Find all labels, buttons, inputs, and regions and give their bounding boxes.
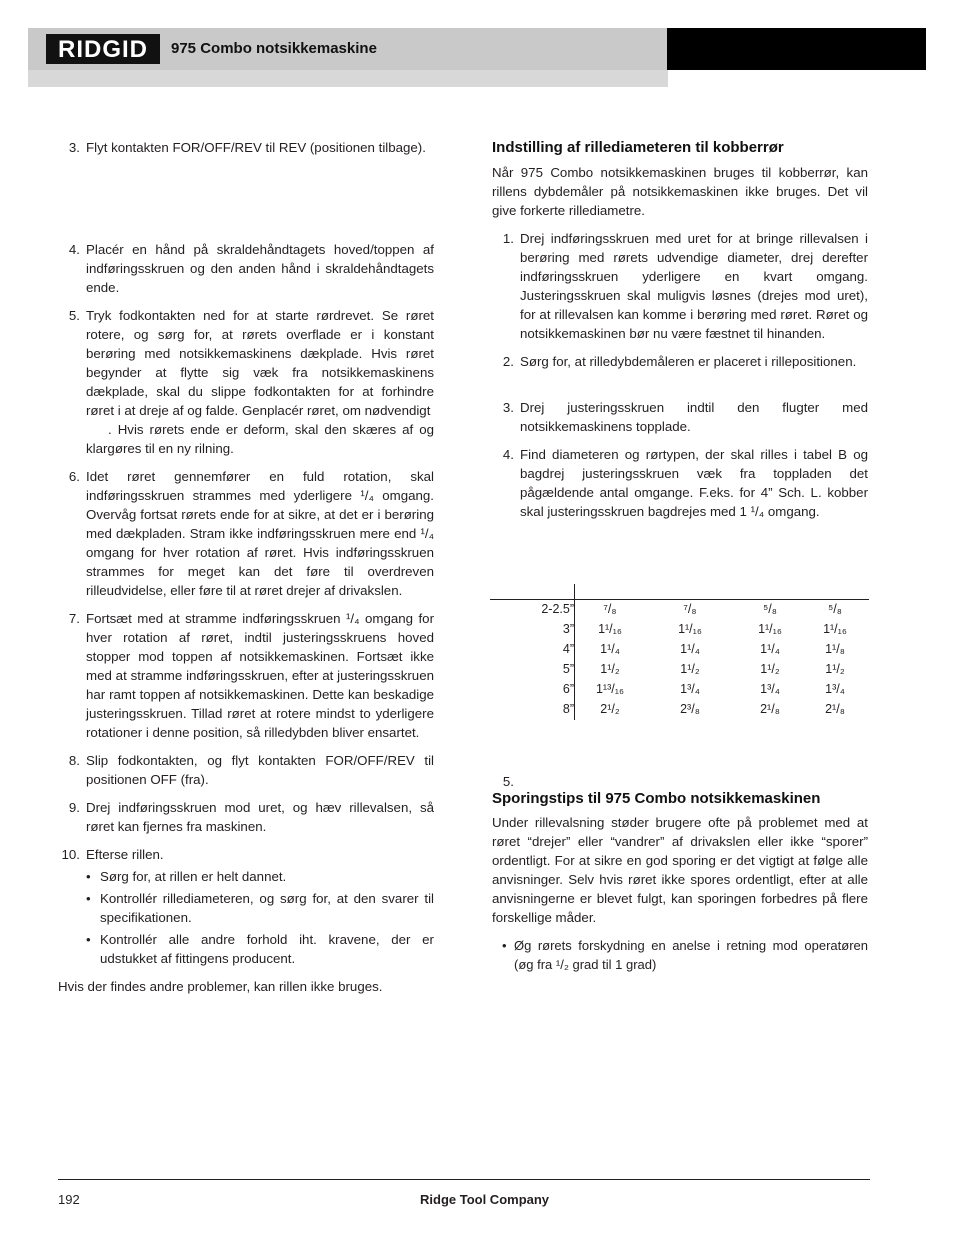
step-num: 5.: [68, 308, 80, 323]
footer-rule: [58, 1179, 870, 1180]
table-cell: 1¹/₁₆: [678, 622, 702, 636]
list-item: • Øg rørets forskydning en anelse i retning mod operatøren (øg fra ¹/₂ grad til 1 grad): [502, 938, 868, 972]
step-4: [58, 240, 434, 297]
bullet-text: Kontrollér rillediameteren, og sørg for, at den svarer til specifikationen.: [100, 891, 434, 925]
table-row: [490, 702, 869, 722]
bullet-text: Øg rørets forskydning en anelse i retning mod operatøren (øg fra ¹/₂ grad til 1 grad): [514, 938, 868, 972]
step-num: 9.: [68, 800, 80, 815]
right-column: [492, 138, 868, 530]
logo-text: RIDGID: [58, 36, 148, 63]
table-row: [490, 662, 869, 682]
table-cell: 1³/₄: [760, 682, 780, 696]
bullet-text: Sørg for, at rillen er helt dannet.: [100, 869, 287, 884]
step-text: Placér en hånd på skraldehåndtagets hoved/toppen af indføringsskruen og den anden hånd i skraldehåndtagets ende.: [86, 242, 434, 295]
step-num: 3.: [502, 400, 514, 415]
table-cell: 1¹³/₁₆: [595, 682, 624, 696]
header-shadow: [28, 70, 668, 87]
table-cell: 1¹/₄: [600, 642, 620, 656]
table-cell: 1¹/₄: [680, 642, 700, 656]
step-text: Flyt kontakten FOR/OFF/REV til REV (positionen tilbage).: [86, 140, 426, 155]
step-num: 2.: [502, 354, 514, 369]
table-cell: 1¹/₁₆: [758, 622, 782, 636]
table-row: [490, 602, 869, 622]
table-divider-horizontal: [490, 599, 869, 600]
ridgid-logo: [46, 34, 160, 64]
table-cell: ⁵/₈: [828, 602, 842, 616]
step-7: [58, 609, 434, 742]
table-cell: 2¹/₂: [600, 702, 620, 716]
table-cell: ⁵/₈: [763, 602, 777, 616]
step-text: Efterse rillen.: [86, 847, 164, 862]
spacer: [492, 380, 868, 398]
table-cell: 1¹/₁₆: [598, 622, 622, 636]
spacer: [58, 166, 434, 240]
step-num: 8.: [68, 753, 80, 768]
step-5: [58, 306, 434, 420]
section-heading-copper: Indstilling af rillediameteren til kobberrør: [492, 139, 784, 156]
tracking-text: Under rillevalsning støder brugere ofte på problemet med at røret “drejer” eller “vandrer” af drivakslen eller ikke “sporer” ordentligt. For at sikre en god sporing er det vigtigt at følge alle anvisninger. Selv hvis røret ikke spores ordentligt, efter at alle anvisningerne er blevet fulgt, kan sporingen forbedres på flere forskellige måder.: [492, 815, 868, 925]
table-cell: 1¹/₂: [825, 662, 845, 676]
step-text: Drej indføringsskruen mod uret, og hæv rillevalsen, så røret kan fjernes fra maskinen.: [86, 800, 434, 834]
header-black-block: [667, 28, 926, 70]
table-row: [490, 622, 869, 642]
section-heading-tracking: Sporingstips til 975 Combo notsikkemaskinen: [492, 790, 821, 807]
list-item: • Kontrollér rillediameteren, og sørg for, at den svarer til specifikationen.: [86, 891, 434, 925]
table-cell: 1¹/₁₆: [823, 622, 847, 636]
table-cell: 1³/₄: [680, 682, 700, 696]
step-5-note: [58, 420, 434, 458]
step-10: [58, 845, 434, 864]
note-text: . Hvis rørets ende er deform, skal den skæres af og klargøres til en ny rilning.: [86, 422, 434, 456]
page-number: 192: [58, 1192, 80, 1207]
step-num: 5.: [502, 774, 514, 789]
step-6: [58, 467, 434, 600]
table-cell: ⁷/₈: [683, 602, 697, 616]
step-text: Idet røret gennemfører en fuld rotation, skal indføringsskruen strammes med yderligere ¹/₄ omgang. Overvåg fortsat rørets ende for at sikre, at det er i berøring med dækpladen. Stram ikke indføringsskruen mere end ¹/₄ omgang for hver rotation af røret. Hvis indføringsskruen strammes for meget kan det føre til overdreven rilleudvidelse, eller føre til at røret drejer af drivakslen.: [86, 469, 434, 598]
table-cell: ⁷/₈: [603, 602, 617, 616]
step-num: 10.: [61, 847, 80, 862]
table-cell: 2-2.5”: [541, 602, 574, 616]
copper-step-2: [492, 352, 868, 371]
step-text: Fortsæt med at stramme indføringsskruen ¹/₄ omgang for hver rotation af røret, indtil justeringsskruens hoved stopper mod toppen af notsikkemaskinen. Fortsæt ikke med at stramme indføringsskruen, efter at justeringsskruen har ramt toppen af notsikkemaskinen. Dette kan beskadige justeringsskruen. Tillad røret at rotere mindst to yderligere rotationer i denne position, så rilledybden bliver ensartet.: [86, 611, 434, 740]
copper-step-3: [492, 398, 868, 436]
step-num: 4.: [502, 447, 514, 462]
step-text: Find diameteren og rørtypen, der skal rilles i tabel B og bagdrej justeringsskruen væk fra toppladen det pågældende antal omgange. F.eks. for 4” Sch. L. kobber skal justeringsskruen bagdrejes med 1 ¹/₄ omgang.: [520, 447, 868, 519]
list-item: • Sørg for, at rillen er helt dannet.: [86, 869, 287, 884]
table-cell: 1¹/₄: [760, 642, 780, 656]
step-3: [58, 138, 434, 157]
step-num: 7.: [68, 611, 80, 626]
list-item: • Kontrollér alle andre forhold iht. kravene, der er udstukket af fittingens producent.: [86, 932, 434, 966]
step-num: 3.: [68, 140, 80, 155]
table-row: [490, 682, 869, 702]
table-cell: 1¹/₂: [600, 662, 620, 676]
table-cell: 1¹/₂: [680, 662, 700, 676]
table-cell: 2³/₈: [680, 702, 700, 716]
table-cell: 1³/₄: [825, 682, 845, 696]
step-8: [58, 751, 434, 789]
table-cell: 3”: [562, 622, 574, 636]
step-num: 1.: [502, 231, 514, 246]
step-9: [58, 798, 434, 836]
intro-text: Når 975 Combo notsikkemaskinen bruges til kobberrør, kan rillens dybdemåler på notsikkemaskinen ikke bruges. Det vil give forkerte rillediametre.: [492, 165, 868, 218]
table-cell: 1¹/₂: [760, 662, 780, 676]
footer-company: Ridge Tool Company: [420, 1192, 550, 1207]
table-cell: 1¹/₈: [825, 642, 845, 656]
table-cell: 2¹/₈: [760, 702, 780, 716]
step-num: 6.: [68, 469, 80, 484]
table-row: [490, 642, 869, 662]
table-cell: 2¹/₈: [825, 702, 845, 716]
closing-text: Hvis der findes andre problemer, kan rillen ikke bruges.: [58, 979, 383, 994]
table-cell: 8”: [562, 702, 574, 716]
step-text: Sørg for, at rilledybdemåleren er placeret i rillepositionen.: [520, 354, 857, 369]
step-num: 4.: [68, 242, 80, 257]
table-cell: 5”: [562, 662, 574, 676]
step-text: Tryk fodkontakten ned for at starte rørdrevet. Se røret rotere, og sørg for, at rørets overflade er i konstant berøring med notsikkemaskinens dækplade. Hvis røret begynder at flytte sig væk fra notsikkemaskinens dækplade, skal du slippe fodkontakten for at forhindre røret i at dreje af og falde. Genplacér røret, om nødvendigt: [86, 308, 434, 418]
step-text: Slip fodkontakten, og flyt kontakten FOR/OFF/REV til positionen OFF (fra).: [86, 753, 434, 787]
step-text: Drej indføringsskruen med uret for at bringe rillevalsen i berøring med rørets udvendige diameter, drej derefter indføringsskruen yderligere en kvart omgang. Justeringsskruen skal muligvis løsnes (drejes mod uret), for at rillevalsen kan komme i berøring med røret. Røret og notsikkemaskinen bør nu være fæstnet til hinanden.: [520, 231, 868, 341]
table-cell: 4”: [562, 642, 574, 656]
right-column-lower: [492, 772, 868, 977]
table-cell: 6”: [562, 682, 574, 696]
step-text: Drej justeringsskruen indtil den flugter med notsikkemaskinens topplade.: [520, 400, 868, 434]
left-column: [58, 138, 434, 1005]
header-title: 975 Combo notsikkemaskine: [171, 40, 377, 57]
bullet-text: Kontrollér alle andre forhold iht. kravene, der er udstukket af fittingens producent.: [100, 932, 434, 966]
copper-step-1: [492, 229, 868, 343]
copper-step-4: [492, 445, 868, 521]
